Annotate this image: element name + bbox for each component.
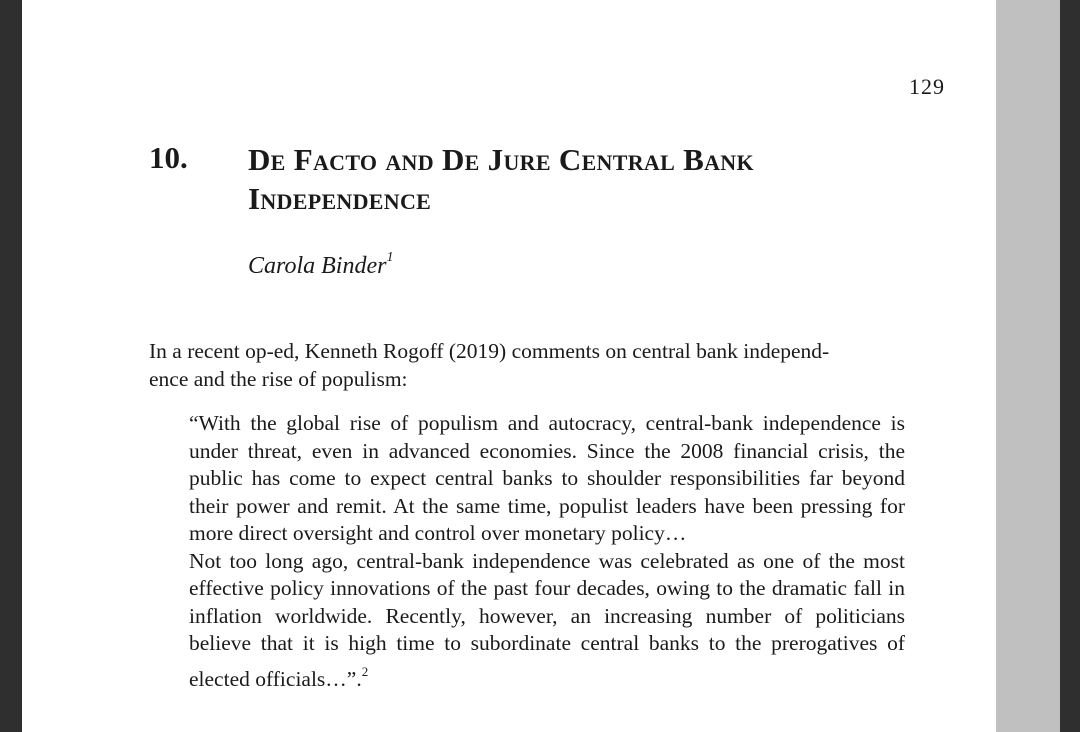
intro-line-2: ence and the rise of populism: xyxy=(149,367,408,391)
page-number: 129 xyxy=(909,74,945,99)
intro-paragraph xyxy=(149,337,944,393)
chapter-title-line-1: De Facto and De Jure Central Bank xyxy=(248,142,754,177)
quote-paragraph-1: “With the global rise of populism and autocracy, central-bank independence is under threat, even in advanced economies. Since the 2008 financial crisis, the public has come to expect central banks to shoulder responsibilities far beyond their power and remit. At the same time, populist leaders have been pressing for more direct oversight and control over monetary policy… xyxy=(189,411,905,545)
author-footnote-mark[interactable]: 1 xyxy=(386,250,394,265)
author-name: Carola Binder xyxy=(248,253,387,279)
block-quote xyxy=(189,410,905,693)
chapter-title xyxy=(248,140,928,218)
quote-paragraph-2 xyxy=(189,548,905,694)
viewer-left-margin xyxy=(0,0,22,732)
viewer-right-margin xyxy=(1060,0,1080,732)
intro-line-1: In a recent op-ed, Kenneth Rogoff (2019) comments on central bank independ- xyxy=(149,339,830,363)
author-line xyxy=(248,250,393,280)
quote-footnote-mark[interactable]: 2 xyxy=(361,663,369,679)
scrollbar-track[interactable] xyxy=(996,0,1060,732)
quote-paragraph-2-text: Not too long ago, central-bank independence was celebrated as one of the most effective policy innovations of the past four decades, owing to the dramatic fall in inflation worldwide. Recently, however, an increasing number of politicians believe that it is high time to subordinate central banks to the prerogatives of elected officials…”. xyxy=(189,548,905,691)
chapter-number: 10. xyxy=(149,140,188,175)
chapter-title-line-2: Independence xyxy=(248,181,432,216)
